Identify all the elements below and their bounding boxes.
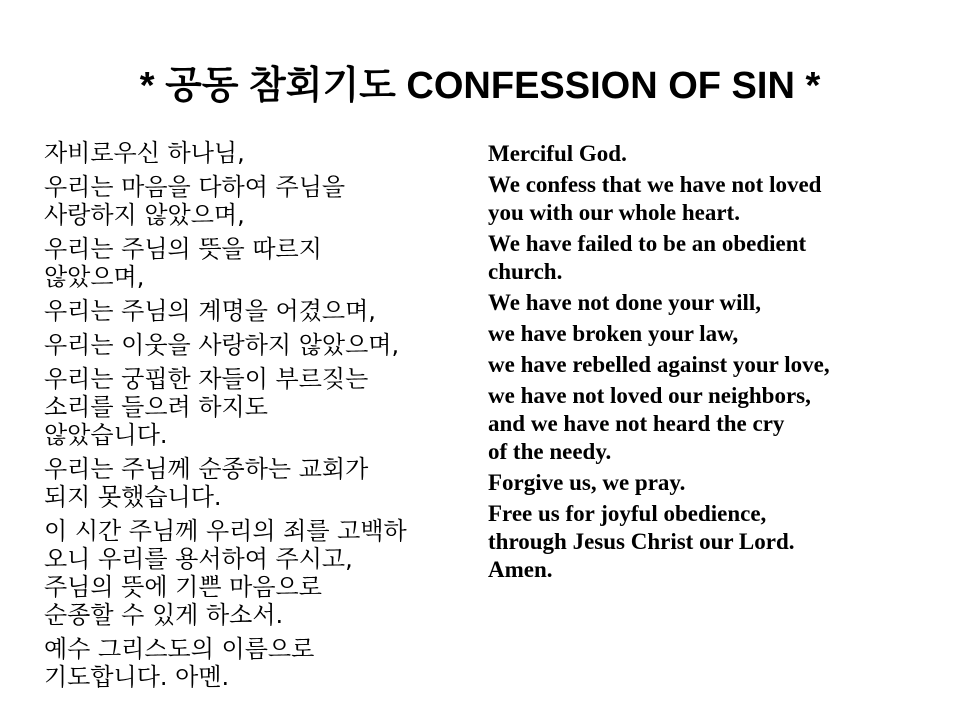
korean-prayer-column [44, 139, 484, 697]
korean-line: 되지 못했습니다. [44, 483, 222, 511]
korean-paragraph [44, 235, 484, 291]
english-line: Free us for joyful obedience, [488, 501, 767, 526]
korean-line: 이 시간 주님께 우리의 죄를 고백하 [44, 517, 407, 545]
english-paragraph [488, 469, 948, 497]
korean-paragraph [44, 331, 484, 359]
english-paragraph [488, 320, 948, 348]
english-paragraph [488, 171, 948, 227]
english-line: We confess that we have not loved [488, 172, 822, 197]
english-paragraph [488, 500, 948, 584]
english-line: church. [488, 259, 563, 284]
english-line: Merciful God. [488, 141, 627, 166]
korean-line: 주님의 뜻에 기쁜 마음으로 [44, 573, 322, 601]
english-paragraph [488, 289, 948, 317]
english-line: we have rebelled against your love, [488, 352, 830, 377]
korean-line: 않았습니다. [44, 421, 168, 449]
korean-line: 순종할 수 있게 하소서. [44, 601, 284, 629]
korean-line: 우리는 주님의 계명을 어겼으며, [44, 297, 376, 325]
english-line: we have broken your law, [488, 321, 739, 346]
korean-line: 우리는 마음을 다하여 주님을 [44, 173, 346, 201]
korean-paragraph [44, 365, 484, 449]
korean-paragraph [44, 173, 484, 229]
korean-line: 기도합니다. 아멘. [44, 663, 230, 691]
english-line: We have failed to be an obedient [488, 231, 807, 256]
korean-line: 우리는 주님께 순종하는 교회가 [44, 455, 369, 483]
english-line: Amen. [488, 557, 553, 582]
english-line: and we have not heard the cry [488, 411, 785, 436]
korean-paragraph [44, 517, 484, 629]
english-paragraph [488, 351, 948, 379]
english-paragraph [488, 382, 948, 466]
slide-title: * 공동 참회기도 CONFESSION OF SIN * [139, 65, 821, 107]
english-line: you with our whole heart. [488, 200, 740, 225]
english-line: We have not done your will, [488, 290, 762, 315]
korean-paragraph [44, 297, 484, 325]
korean-line: 오니 우리를 용서하여 주시고, [44, 545, 353, 573]
korean-line: 우리는 이웃을 사랑하지 않았으며, [44, 331, 400, 359]
korean-line: 예수 그리스도의 이름으로 [44, 635, 315, 663]
korean-line: 자비로우신 하나님, [44, 139, 245, 167]
korean-paragraph [44, 455, 484, 511]
english-line: we have not loved our neighbors, [488, 383, 811, 408]
english-line: Forgive us, we pray. [488, 470, 686, 495]
korean-line: 않았으며, [44, 263, 145, 291]
korean-paragraph [44, 139, 484, 167]
korean-line: 우리는 주님의 뜻을 따르지 [44, 235, 322, 263]
english-line: of the needy. [488, 439, 612, 464]
english-line: through Jesus Christ our Lord. [488, 529, 795, 554]
english-prayer-column [488, 140, 948, 587]
english-paragraph [488, 140, 948, 168]
korean-line: 사랑하지 않았으며, [44, 201, 245, 229]
english-paragraph [488, 230, 948, 286]
korean-line: 우리는 궁핍한 자들이 부르짖는 [44, 365, 369, 393]
korean-line: 소리를 들으려 하지도 [44, 393, 268, 421]
korean-paragraph [44, 635, 484, 691]
